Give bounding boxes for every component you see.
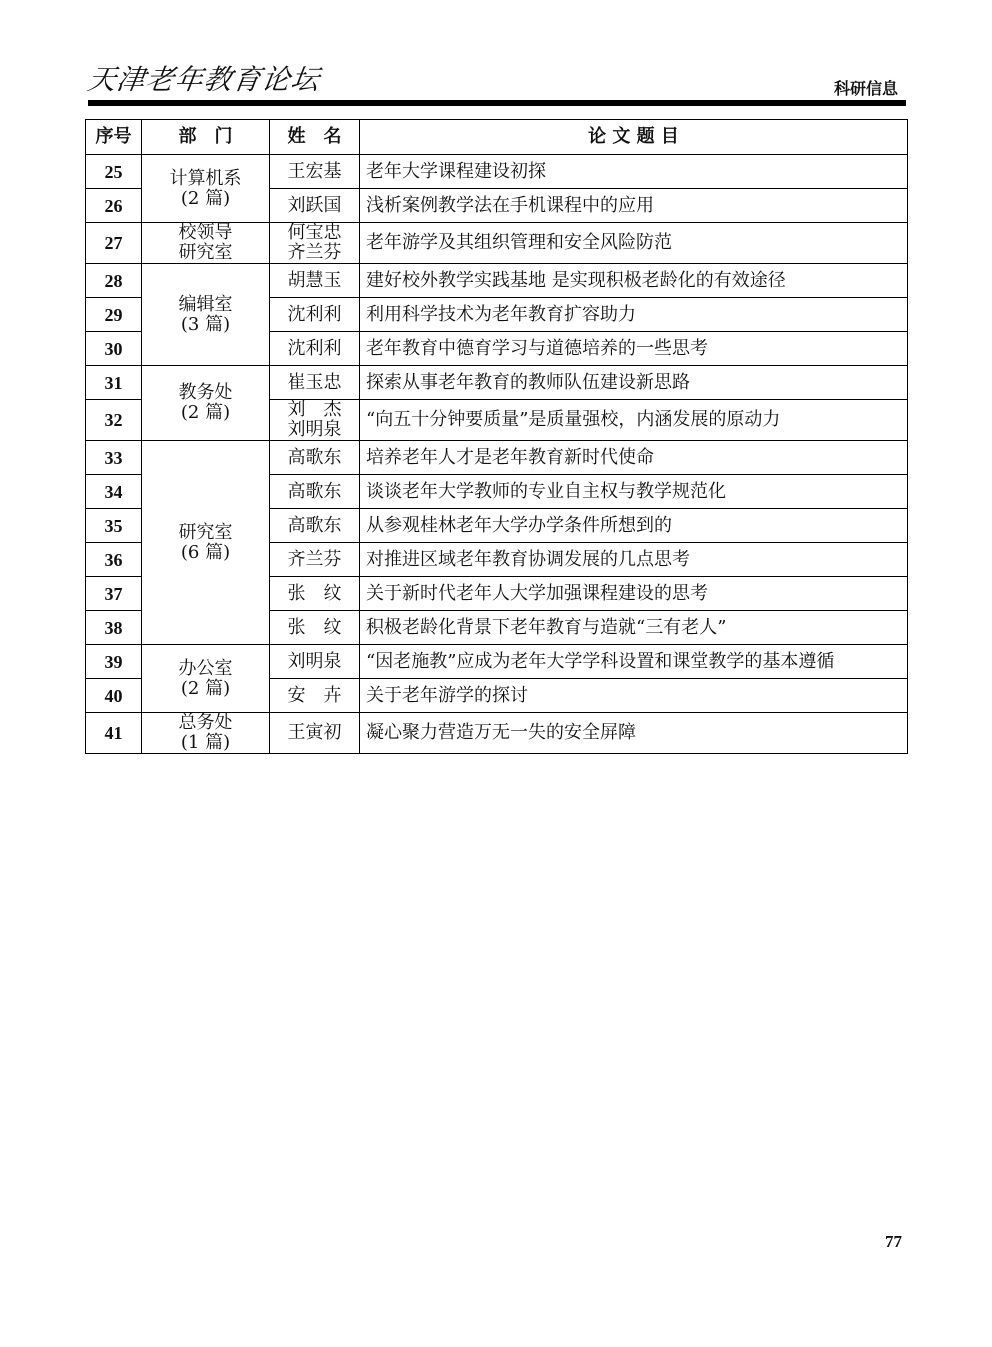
author-name: 王宏基: [270, 155, 360, 189]
dept-count: (2 篇): [180, 677, 231, 699]
author-name: 张 纹: [270, 577, 360, 611]
header-title: 论 文 题 目: [360, 120, 908, 155]
row-seq: 40: [86, 679, 142, 713]
author-name: 沈利利: [270, 332, 360, 366]
paper-title: 探索从事老年教育的教师队伍建设新思路: [360, 366, 908, 400]
author-name: 齐兰芬: [287, 242, 342, 263]
dept-name: 办公室: [178, 657, 233, 679]
journal-logo: 天津老年教育论坛: [85, 63, 323, 96]
row-seq: 29: [86, 298, 142, 332]
row-seq: 28: [86, 264, 142, 298]
author-name: 何宝忠: [287, 222, 342, 243]
dept-cell: [142, 264, 270, 366]
table-row: [86, 223, 908, 264]
author-name: 沈利利: [270, 298, 360, 332]
table-row: [86, 155, 908, 189]
dept-cell: [142, 645, 270, 713]
row-seq: 35: [86, 509, 142, 543]
papers-table: [85, 119, 908, 754]
paper-title: 培养老年人才是老年教育新时代使命: [360, 441, 908, 475]
paper-title: 关于新时代老年人大学加强课程建设的思考: [360, 577, 908, 611]
header-seq: 序号: [86, 120, 142, 155]
row-seq: 26: [86, 189, 142, 223]
table-row: [86, 366, 908, 400]
dept-cell: [142, 441, 270, 645]
dept-name: 编辑室: [178, 293, 233, 315]
paper-title: 老年大学课程建设初探: [360, 155, 908, 189]
paper-title: “向五十分钟要质量”是质量强校，内涵发展的原动力: [360, 400, 908, 441]
paper-title: 谈谈老年大学教师的专业自主权与教学规范化: [360, 475, 908, 509]
row-seq: 27: [86, 223, 142, 264]
row-seq: 37: [86, 577, 142, 611]
author-name: 刘跃国: [270, 189, 360, 223]
dept-cell: [142, 366, 270, 441]
row-seq: 34: [86, 475, 142, 509]
paper-title: 利用科学技术为老年教育扩容助力: [360, 298, 908, 332]
author-cell: [270, 223, 360, 264]
paper-title: 建好校外教学实践基地 是实现积极老龄化的有效途径: [360, 264, 908, 298]
dept-name: 研究室: [178, 521, 233, 543]
paper-title: 对推进区域老年教育协调发展的几点思考: [360, 543, 908, 577]
author-name: 刘明泉: [287, 419, 342, 440]
section-title: 科研信息: [833, 79, 898, 98]
author-name: 高歌东: [270, 441, 360, 475]
dept-count: (2 篇): [180, 402, 231, 423]
row-seq: 39: [86, 645, 142, 679]
paper-title: 关于老年游学的探讨: [360, 679, 908, 713]
table-row: [86, 645, 908, 679]
dept-name: 总务处: [178, 712, 233, 733]
row-seq: 25: [86, 155, 142, 189]
dept-count: (1 篇): [180, 732, 231, 753]
header-name: 姓 名: [270, 120, 360, 155]
dept-count: (6 篇): [180, 541, 231, 563]
header-dept: 部 门: [142, 120, 270, 155]
page-number: 77: [885, 1232, 902, 1251]
dept-name-line2: 研究室: [178, 242, 233, 263]
dept-count: (2 篇): [180, 187, 231, 209]
paper-title: “因老施教”应成为老年大学学科设置和课堂教学的基本遵循: [360, 645, 908, 679]
paper-title: 积极老龄化背景下老年教育与造就“三有老人”: [360, 611, 908, 645]
dept-name: 教务处: [178, 382, 233, 403]
dept-count: (3 篇): [180, 313, 231, 335]
dept-cell: [142, 713, 270, 754]
table-header-row: [86, 120, 908, 155]
author-name: 张 纹: [270, 611, 360, 645]
paper-title: 凝心聚力营造万无一失的安全屏障: [360, 713, 908, 754]
paper-title: 老年游学及其组织管理和安全风险防范: [360, 223, 908, 264]
author-name: 王寅初: [270, 713, 360, 754]
author-name: 高歌东: [270, 475, 360, 509]
row-seq: 33: [86, 441, 142, 475]
row-seq: 36: [86, 543, 142, 577]
paper-title: 浅析案例教学法在手机课程中的应用: [360, 189, 908, 223]
author-name: 崔玉忠: [270, 366, 360, 400]
row-seq: 41: [86, 713, 142, 754]
row-seq: 31: [86, 366, 142, 400]
dept-cell: [142, 223, 270, 264]
author-name: 刘明泉: [270, 645, 360, 679]
row-seq: 32: [86, 400, 142, 441]
table-row: [86, 713, 908, 754]
author-name: 安 卉: [270, 679, 360, 713]
author-name: 高歌东: [270, 509, 360, 543]
table-row: [86, 264, 908, 298]
dept-name: 校领导: [178, 222, 233, 243]
author-name: 齐兰芬: [270, 543, 360, 577]
row-seq: 30: [86, 332, 142, 366]
dept-name: 计算机系: [169, 167, 242, 189]
author-cell: [270, 400, 360, 441]
author-name: 胡慧玉: [270, 264, 360, 298]
row-seq: 38: [86, 611, 142, 645]
author-name: 刘 杰: [287, 399, 342, 420]
dept-cell: [142, 155, 270, 223]
paper-title: 从参观桂林老年大学办学条件所想到的: [360, 509, 908, 543]
table-row: [86, 441, 908, 475]
header-rule: [88, 100, 906, 106]
paper-title: 老年教育中德育学习与道德培养的一些思考: [360, 332, 908, 366]
